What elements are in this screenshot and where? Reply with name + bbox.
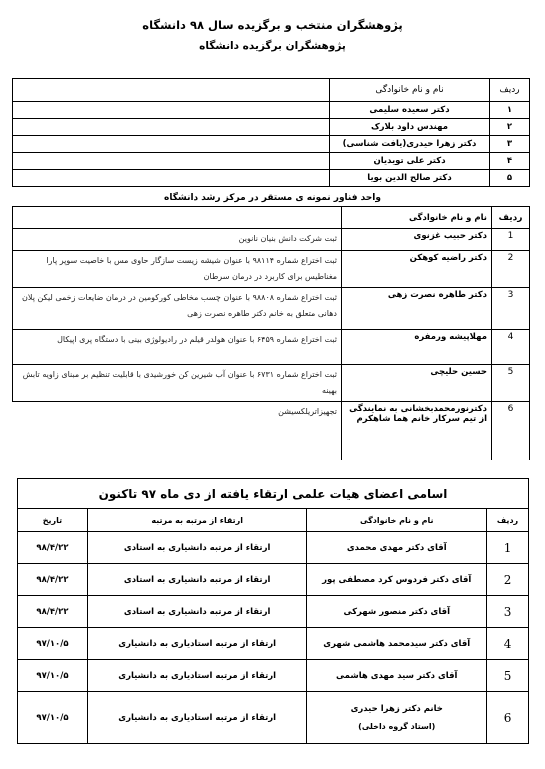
column-header-name: نام و نام خانوادگی (330, 79, 490, 102)
member-name: آقای دکتر مهدی محمدی (307, 532, 487, 564)
row-index: 4 (492, 330, 530, 365)
table-row (18, 660, 529, 692)
row-index: 2 (492, 251, 530, 288)
table-header-row (13, 79, 530, 102)
column-header-promotion: ارتقاء از مرتبه به مرتبه (87, 509, 307, 532)
promotions-table (17, 478, 529, 744)
member-name: آقای دکتر منصور شهرکی (307, 596, 487, 628)
promotions-title: اسامی اعضای هیات علمی ارتقاء یافته از دی ماه ۹۷ تاکنون (18, 479, 529, 509)
table-title-row (18, 479, 529, 509)
table-row (18, 532, 529, 564)
row-index: 6 (492, 402, 530, 460)
table-row (13, 153, 530, 170)
empty-cell (13, 102, 330, 119)
unit-owner-name: حسین حلیچی (342, 365, 492, 402)
unit-description: ثبت اختراع شماره ۶۷۳۱ با عنوان آب شیرین کن خورشیدی با قابلیت تنظیم بر مبنای زاویه تابش بهینه (13, 365, 342, 402)
unit-description: ثبت شرکت دانش بنیان نانوین (13, 229, 342, 251)
table-row (13, 402, 530, 460)
promotion-date: ۹۸/۴/۲۲ (18, 564, 88, 596)
column-header-index: ردیف (492, 207, 530, 229)
tech-units-table (12, 206, 530, 460)
member-name: آقای دکتر سیدمحمد هاشمی شهری (307, 628, 487, 660)
page-title: پژوهشگران منتخب و برگزیده سال ۹۸ دانشگاه (142, 18, 403, 32)
row-index: 3 (487, 596, 529, 628)
member-name-cell (307, 692, 487, 744)
table-row (13, 229, 530, 251)
researcher-name: دکتر صالح الدین بویا (330, 170, 490, 187)
unit-owner-name: مهلاپیشه ورمفره (342, 330, 492, 365)
member-name: آقای دکتر فردوس کرد مصطفی پور (307, 564, 487, 596)
table-row (13, 102, 530, 119)
row-index: 5 (487, 660, 529, 692)
table-header-row (18, 509, 529, 532)
empty-cell (13, 170, 330, 187)
table-row (18, 596, 529, 628)
promotion-date: ۹۷/۱۰/۵ (18, 628, 88, 660)
column-header-index: ردیف (490, 79, 530, 102)
researcher-name: دکتر سعیده سلیمی (330, 102, 490, 119)
member-name: آقای دکتر سید مهدی هاشمی (307, 660, 487, 692)
column-header-date: تاریخ (18, 509, 88, 532)
unit-owner-name: دکتر حبیب غزنوی (342, 229, 492, 251)
row-index: ۳ (490, 136, 530, 153)
table-row (13, 288, 530, 330)
researchers-table (12, 78, 530, 187)
promotion-text: ارتقاء از مرتبه استادیاری به دانشیاری (87, 660, 307, 692)
row-index: 3 (492, 288, 530, 330)
unit-description: ثبت اختراع شماره ۶۴۵۹ با عنوان هولدر قیلم در رادیولوژی بینی با دستگاه پری اپیکال (13, 330, 342, 365)
researcher-name: دکتر زهرا حیدری(یافت شناسی) (330, 136, 490, 153)
row-index: ۲ (490, 119, 530, 136)
promotion-date: ۹۸/۴/۲۲ (18, 532, 88, 564)
researcher-name: مهندس داود بلارک (330, 119, 490, 136)
table-row (13, 330, 530, 365)
unit-description: تجهیزاتریلکسیشن (278, 407, 337, 416)
row-index: ۴ (490, 153, 530, 170)
promotion-text: ارتقاء از مرتبه دانشیاری به استادی (87, 564, 307, 596)
member-name: خانم دکتر زهرا حیدری (350, 704, 443, 714)
column-header-name: نام و نام خانوادگی (307, 509, 487, 532)
table-row (13, 251, 530, 288)
table-row (18, 564, 529, 596)
unit-owner-name: دکتر طاهره نصرت زهی (342, 288, 492, 330)
row-index: 1 (487, 532, 529, 564)
table-row (18, 628, 529, 660)
row-index: 1 (492, 229, 530, 251)
column-header-index: ردیف (487, 509, 529, 532)
unit-owner-name: دکترنورمحمدبخشانی به نمایندگی از تیم سرکار خانم هما شاهکرم (342, 402, 492, 460)
promotion-text: ارتقاء از مرتبه دانشیاری به استادی (87, 532, 307, 564)
row-index: 5 (492, 365, 530, 402)
unit-owner-name: دکتر راضیه کوهکن (342, 251, 492, 288)
row-index: ۵ (490, 170, 530, 187)
member-name-note: (استاد گروه داخلی) (358, 722, 436, 731)
empty-cell (13, 136, 330, 153)
unit-description: ثبت اختراع شماره ۹۸۱۱۴ با عنوان شیشه زیست سازگار حاوی مس با خاصیت سوپر پارا مغناطیس برای کاربرد در درمان سرطان (13, 251, 342, 288)
row-index: 4 (487, 628, 529, 660)
unit-description: ثبت اختراع شماره ۹۸۸۰۸ با عنوان چسب مخاطی کورکومین در درمان ضایعات زخمی لیکن پلان دهانی متعلق به خانم دکتر طاهره نصرت زهی (13, 288, 342, 330)
table-row (13, 365, 530, 402)
empty-cell (13, 79, 330, 102)
row-index: ۱ (490, 102, 530, 119)
researcher-name: دکتر علی تویدیان (330, 153, 490, 170)
tech-units-title: واحد فناور نمونه ی مستقر در مرکز رشد دانشگاه (164, 193, 381, 203)
table-row (13, 119, 530, 136)
empty-cell (13, 153, 330, 170)
table-row (13, 136, 530, 153)
promotion-text: ارتقاء از مرتبه دانشیاری به استادی (87, 596, 307, 628)
column-header-name: نام و نام خانوادگی (342, 207, 492, 229)
table-row (18, 692, 529, 744)
promotion-text: ارتقاء از مرتبه استادیاری به دانشیاری (87, 692, 307, 744)
table-header-row (13, 207, 530, 229)
promotion-text: ارتقاء از مرتبه استادیاری به دانشیاری (87, 628, 307, 660)
empty-cell (13, 119, 330, 136)
promotion-date: ۹۸/۴/۲۲ (18, 596, 88, 628)
promotion-date: ۹۷/۱۰/۵ (18, 692, 88, 744)
page-subtitle: پژوهشگران برگزیده دانشگاه (199, 40, 346, 52)
row-index: 2 (487, 564, 529, 596)
table-row (13, 170, 530, 187)
row-index: 6 (487, 692, 529, 744)
column-header-description (13, 207, 342, 229)
promotion-date: ۹۷/۱۰/۵ (18, 660, 88, 692)
